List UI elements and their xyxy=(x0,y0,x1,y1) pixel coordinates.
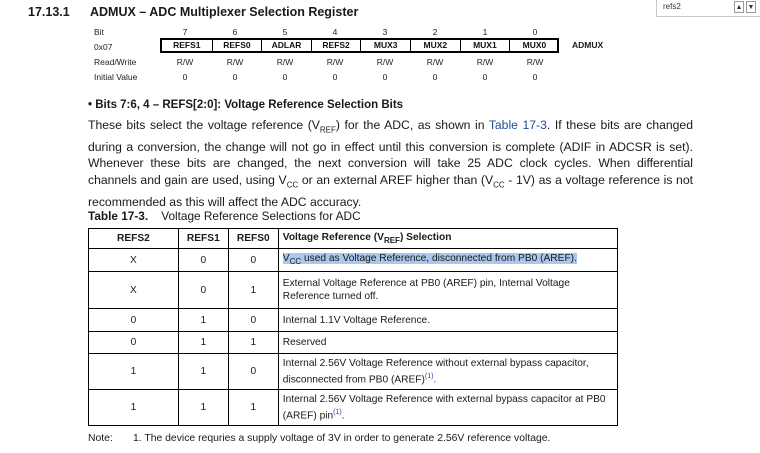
cell-refs0: 1 xyxy=(228,272,278,309)
header-text: Voltage Reference (V xyxy=(282,231,384,243)
bit-number: 6 xyxy=(232,27,238,37)
register-field: REFS2 xyxy=(311,40,361,51)
cell-refs0: 0 xyxy=(228,249,278,272)
selected-text[interactable] xyxy=(282,252,577,267)
para-text: These bits select the voltage reference (V xyxy=(88,118,320,132)
rw-value: R/W xyxy=(476,57,494,67)
subscript: CC xyxy=(289,257,302,267)
section-number: 17.13.1 xyxy=(28,5,70,19)
cell-refs0: 0 xyxy=(228,309,278,332)
register-field: REFS0 xyxy=(212,40,262,51)
cell-description xyxy=(278,354,617,390)
bit-row-label: Bit xyxy=(94,27,104,37)
bit-number: 3 xyxy=(382,27,388,37)
subscript: REF xyxy=(383,236,400,246)
subscript: CC xyxy=(493,180,505,190)
cell-refs1: 1 xyxy=(178,390,228,426)
address-label: 0x07 xyxy=(94,42,113,52)
para-text: . If these bits are changed during a conversion, the change will not go in effect until this conversion is complete (ADIF in ADCSR is set). Whenever these bits are changed, the next conversion will take 25 ADC clock cycles. When differential channels and gain are used, using V xyxy=(88,118,693,187)
desc-text: . xyxy=(341,410,345,422)
bit-number: 0 xyxy=(532,27,538,37)
para-text: ) for the ADC, as shown in xyxy=(335,118,489,132)
bit-number: 5 xyxy=(282,27,288,37)
find-bar xyxy=(656,0,760,17)
table-row xyxy=(89,390,618,426)
footnote-ref[interactable]: (1) xyxy=(333,408,342,416)
para-text: or an external AREF higher than (V xyxy=(298,172,494,187)
init-value: 0 xyxy=(482,72,488,82)
table-title: Voltage Reference Selections for ADC xyxy=(161,209,361,223)
bit-number: 7 xyxy=(182,27,188,37)
register-field: MUX2 xyxy=(410,40,460,51)
init-value: 0 xyxy=(282,72,288,82)
bits-heading-text: Bits 7:6, 4 – REFS[2:0]: Voltage Reference Selection Bits xyxy=(95,99,404,111)
para-text: - 1V) as a voltage reference is not recommended as this will affect the ADC accuracy. xyxy=(88,172,693,209)
register-name: ADMUX xyxy=(572,40,604,50)
rw-value: R/W xyxy=(226,57,244,67)
cell-refs0: 0 xyxy=(228,354,278,390)
register-field: MUX1 xyxy=(460,40,510,51)
cell-description: Reserved xyxy=(278,332,617,354)
note-label: Note: xyxy=(88,433,113,444)
register-field: MUX3 xyxy=(360,40,410,51)
rw-row xyxy=(160,57,559,69)
column-header: REFS2 xyxy=(89,229,179,249)
init-row-label: Initial Value xyxy=(94,72,138,82)
cell-description: Internal 1.1V Voltage Reference. xyxy=(278,309,617,332)
cell-refs1: 0 xyxy=(178,272,228,309)
init-value: 0 xyxy=(382,72,388,82)
cell-refs2: 1 xyxy=(89,390,179,426)
cell-refs2: X xyxy=(89,249,179,272)
init-value: 0 xyxy=(232,72,238,82)
register-field: REFS1 xyxy=(173,40,201,50)
table-row xyxy=(89,309,618,332)
cell-description xyxy=(278,390,617,426)
bits-heading: • Bits 7:6, 4 – REFS[2:0]: Voltage Reference Selection Bits xyxy=(88,99,404,111)
section-title: ADMUX – ADC Multiplexer Selection Register xyxy=(90,5,359,19)
table-row xyxy=(89,332,618,354)
cell-refs0: 1 xyxy=(228,390,278,426)
register-field: MUX0 xyxy=(509,40,559,51)
rw-value: R/W xyxy=(376,57,394,67)
column-header: REFS1 xyxy=(178,229,228,249)
cell-refs2: 0 xyxy=(89,332,179,354)
table-header-row xyxy=(89,229,618,249)
rw-value: R/W xyxy=(426,57,444,67)
table-caption xyxy=(88,209,361,223)
init-value: 0 xyxy=(532,72,538,82)
description-paragraph xyxy=(88,117,693,210)
init-value: 0 xyxy=(432,72,438,82)
note-text: 1. The device requries a supply voltage of 3V in order to generate 2.56V reference voltage. xyxy=(133,433,551,444)
cell-refs0: 1 xyxy=(228,332,278,354)
cell-refs1: 1 xyxy=(178,354,228,390)
chevron-down-icon[interactable]: ▼ xyxy=(746,1,756,13)
desc-text: . xyxy=(433,374,437,386)
init-row xyxy=(160,72,559,84)
rw-value: R/W xyxy=(176,57,194,67)
cell-refs1: 0 xyxy=(178,249,228,272)
footnote-ref[interactable]: (1) xyxy=(424,372,434,380)
cell-refs2: 0 xyxy=(89,309,179,332)
table-row xyxy=(89,354,618,390)
table-row xyxy=(89,249,618,272)
table-link[interactable]: Table 17-3 xyxy=(488,118,547,132)
table-label: Table 17-3. xyxy=(88,209,149,223)
init-value: 0 xyxy=(182,72,188,82)
cell-refs1: 1 xyxy=(178,309,228,332)
init-value: 0 xyxy=(332,72,338,82)
cell-refs1: 1 xyxy=(178,332,228,354)
table-row xyxy=(89,272,618,309)
cell-description xyxy=(278,249,617,272)
column-header: REFS0 xyxy=(228,229,278,249)
desc-text: Internal 2.56V Voltage Reference with external bypass capacitor at PB0 (AREF) pin xyxy=(282,393,606,422)
subscript: CC xyxy=(286,180,299,190)
subscript: REF xyxy=(319,125,336,135)
rw-value: R/W xyxy=(326,57,344,67)
chevron-up-icon[interactable]: ▲ xyxy=(734,1,744,13)
register-field: ADLAR xyxy=(261,40,311,51)
rw-row-label: Read/Write xyxy=(94,57,137,67)
bit-number: 2 xyxy=(432,27,438,37)
desc-text: Internal 2.56V Voltage Reference without external bypass capacitor, disconnected from PB0 (AREF) xyxy=(282,357,589,386)
bit-number: 4 xyxy=(332,27,338,37)
header-text: ) Selection xyxy=(399,231,452,243)
column-header-selection xyxy=(278,229,617,249)
rw-value: R/W xyxy=(526,57,544,67)
rw-value: R/W xyxy=(276,57,294,67)
cell-refs2: 1 xyxy=(89,354,179,390)
register-field-box xyxy=(160,38,559,53)
find-input[interactable]: refs2 xyxy=(663,2,681,11)
desc-text: used as Voltage Reference, disconnected from PB0 (AREF). xyxy=(301,252,577,264)
desc-text: V xyxy=(282,252,290,264)
cell-description: External Voltage Reference at PB0 (AREF) pin, Internal Voltage Reference turned off. xyxy=(278,272,617,309)
cell-refs2: X xyxy=(89,272,179,309)
voltage-reference-table xyxy=(88,228,618,426)
bit-number: 1 xyxy=(482,27,488,37)
